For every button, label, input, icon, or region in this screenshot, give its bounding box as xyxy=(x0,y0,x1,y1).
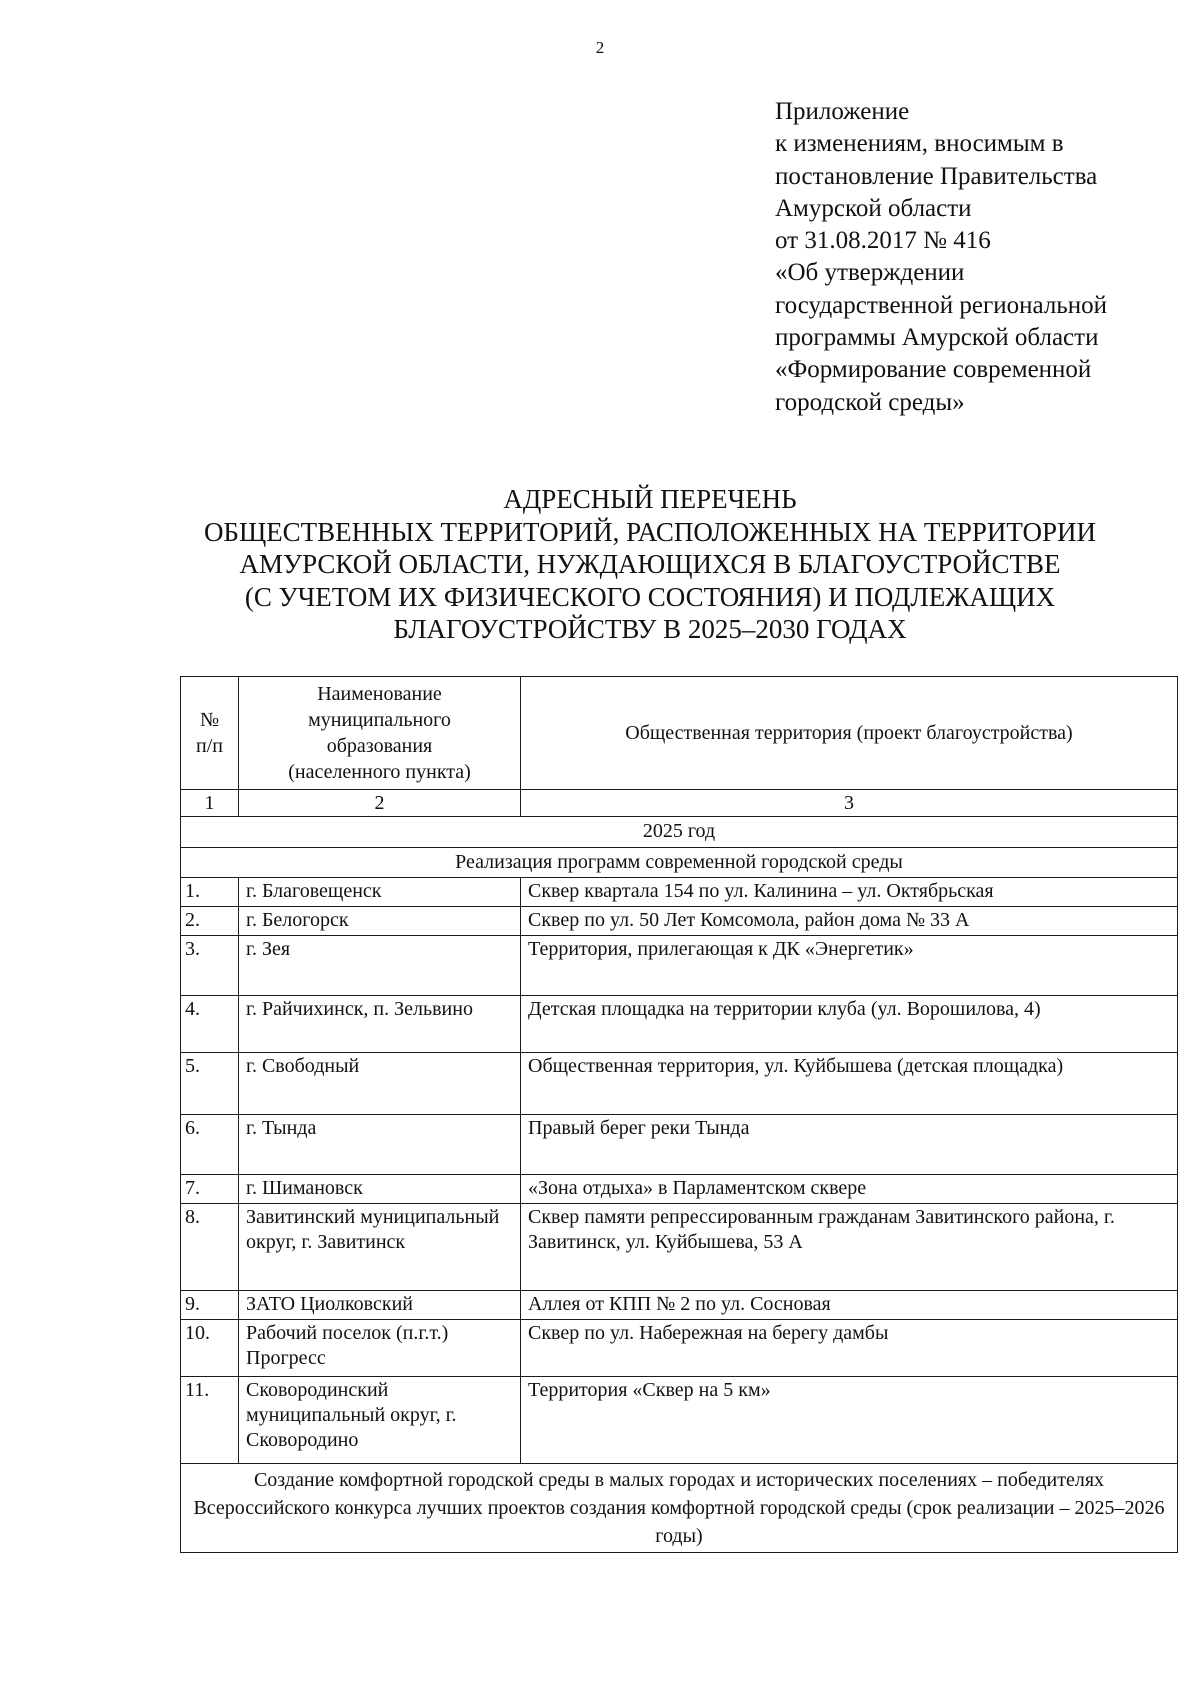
table-row xyxy=(181,1204,1178,1291)
year-label: 2025 год xyxy=(181,817,1178,848)
row-territory: «Зона отдыха» в Парламентском сквере xyxy=(521,1175,1178,1204)
row-municipality: г. Благовещенск xyxy=(239,878,521,907)
table-row xyxy=(181,1291,1178,1320)
table-row xyxy=(181,1115,1178,1175)
title-line: АДРЕСНЫЙ ПЕРЕЧЕНЬ xyxy=(503,484,797,514)
row-number: 11. xyxy=(181,1377,239,1464)
row-number: 1. xyxy=(181,878,239,907)
row-municipality: г. Белогорск xyxy=(239,907,521,936)
row-territory: Правый берег реки Тында xyxy=(521,1115,1178,1175)
header-municipality-line: (населенного пункта) xyxy=(288,761,471,783)
table-row xyxy=(181,878,1178,907)
page-number: 2 xyxy=(595,38,605,57)
row-number: 10. xyxy=(181,1320,239,1377)
row-number: 9. xyxy=(181,1291,239,1320)
appendix-line: «Об утверждении xyxy=(775,259,965,287)
row-municipality: г. Райчихинск, п. Зельвино xyxy=(239,996,521,1053)
title-line: ОБЩЕСТВЕННЫХ ТЕРРИТОРИЙ, РАСПОЛОЖЕННЫХ НА ТЕРРИТОРИИ xyxy=(203,516,1097,547)
program-label: Реализация программ современной городской среды xyxy=(181,848,1178,878)
header-number-line: п/п xyxy=(196,735,223,757)
address-list-table xyxy=(180,676,1178,1553)
row-territory: Общественная территория, ул. Куйбышева (детская площадка) xyxy=(521,1053,1178,1115)
appendix-line: государственной региональной xyxy=(775,291,1107,319)
appendix-line: от 31.08.2017 № 416 xyxy=(775,227,991,255)
header-municipality-line: муниципального xyxy=(308,709,451,731)
column-number: 2 xyxy=(239,790,521,817)
appendix-line: постановление Правительства xyxy=(775,162,1098,190)
table-row xyxy=(181,1320,1178,1377)
appendix-line: Амурской области xyxy=(775,194,972,222)
header-municipality xyxy=(239,677,521,790)
table-header-row xyxy=(181,677,1178,790)
header-territory: Общественная территория (проект благоустройства) xyxy=(521,677,1178,790)
table-row xyxy=(181,1053,1178,1115)
row-municipality: г. Шимановск xyxy=(239,1175,521,1204)
table-row xyxy=(181,936,1178,996)
year-row xyxy=(181,817,1178,848)
appendix-line: к изменениям, вносимым в xyxy=(775,130,1064,158)
header-number-line: № xyxy=(199,709,220,731)
appendix-block xyxy=(775,96,1195,419)
row-municipality: г. Свободный xyxy=(239,1053,521,1115)
row-number: 7. xyxy=(181,1175,239,1204)
header-municipality-line: Наименование xyxy=(317,683,442,705)
header-number xyxy=(181,677,239,790)
table-row xyxy=(181,907,1178,936)
column-numbers-row xyxy=(181,790,1178,817)
row-territory: Сквер квартала 154 по ул. Калинина – ул. Октябрьская xyxy=(521,878,1178,907)
appendix-line: «Формирование современной xyxy=(775,356,1092,384)
row-municipality: г. Зея xyxy=(239,936,521,996)
row-municipality: ЗАТО Циолковский xyxy=(239,1291,521,1320)
appendix-line: городской среды» xyxy=(775,388,965,416)
title-line: АМУРСКОЙ ОБЛАСТИ, НУЖДАЮЩИХСЯ В БЛАГОУСТРОЙСТВЕ xyxy=(239,549,1061,579)
row-territory: Сквер памяти репрессированным гражданам Завитинского района, г. Завитинск, ул. Куйбышева, 53 А xyxy=(521,1204,1178,1291)
header-municipality-line: образования xyxy=(326,735,433,757)
program-row xyxy=(181,848,1178,878)
appendix-line: Приложение xyxy=(775,98,910,125)
row-territory: Сквер по ул. 50 Лет Комсомола, район дома № 33 А xyxy=(521,907,1178,936)
row-number: 4. xyxy=(181,996,239,1053)
table-row xyxy=(181,996,1178,1053)
row-territory: Аллея от КПП № 2 по ул. Сосновая xyxy=(521,1291,1178,1320)
title-line: (С УЧЕТОМ ИХ ФИЗИЧЕСКОГО СОСТОЯНИЯ) И ПОДЛЕЖАЩИХ xyxy=(244,581,1056,612)
table-row xyxy=(181,1377,1178,1464)
appendix-line: программы Амурской области xyxy=(775,324,1099,352)
title-line: БЛАГОУСТРОЙСТВУ В 2025–2030 ГОДАХ xyxy=(393,614,907,644)
table-row xyxy=(181,1175,1178,1204)
row-number: 8. xyxy=(181,1204,239,1291)
row-municipality: г. Тында xyxy=(239,1115,521,1175)
row-number: 6. xyxy=(181,1115,239,1175)
row-territory: Детская площадка на территории клуба (ул. Ворошилова, 4) xyxy=(521,996,1178,1053)
document-title xyxy=(150,483,1150,646)
row-territory: Территория «Сквер на 5 км» xyxy=(521,1377,1178,1464)
final-section-row xyxy=(181,1464,1178,1553)
row-number: 3. xyxy=(181,936,239,996)
final-section-label: Создание комфортной городской среды в малых городах и исторических поселениях – победителях Всероссийского конкурса лучших проектов создания комфортной городской среды (срок реализации – 2025–2026 годы) xyxy=(181,1464,1178,1553)
row-municipality: Рабочий поселок (п.г.т.) Прогресс xyxy=(239,1320,521,1377)
column-number: 1 xyxy=(181,790,239,817)
row-territory: Территория, прилегающая к ДК «Энергетик» xyxy=(521,936,1178,996)
row-number: 5. xyxy=(181,1053,239,1115)
row-territory: Сквер по ул. Набережная на берегу дамбы xyxy=(521,1320,1178,1377)
row-municipality: Завитинский муниципальный округ, г. Завитинск xyxy=(239,1204,521,1291)
column-number: 3 xyxy=(521,790,1178,817)
row-number: 2. xyxy=(181,907,239,936)
row-municipality: Сковородинский муниципальный округ, г. Сковородино xyxy=(239,1377,521,1464)
